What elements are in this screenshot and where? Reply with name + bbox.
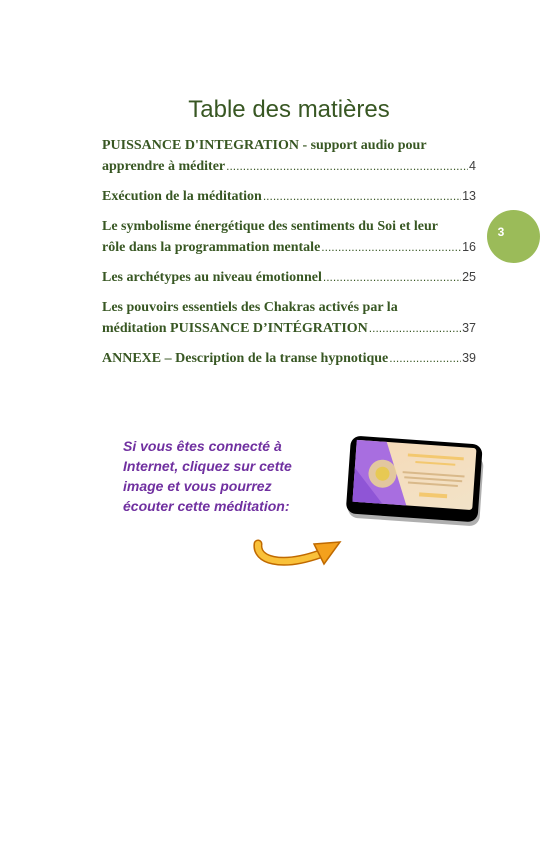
toc-entry[interactable] bbox=[102, 297, 476, 339]
toc-entry-title: ANNEXE – Description de la transe hypnotique bbox=[102, 351, 389, 366]
toc-entry-title-line1: Le symbolisme énergétique des sentiments du Soi et leur bbox=[102, 219, 438, 234]
toc-entry-title: Exécution de la méditation bbox=[102, 189, 262, 204]
toc-entry-title-line2: rôle dans la programmation mentale bbox=[102, 240, 321, 255]
toc-entry-page: 25 bbox=[462, 270, 476, 284]
toc-title: Table des matières bbox=[188, 96, 390, 123]
toc-entry-page: 16 bbox=[462, 240, 476, 254]
toc-leader-dots bbox=[323, 267, 461, 288]
toc-entry-page: 39 bbox=[462, 351, 476, 365]
toc-entry[interactable] bbox=[102, 135, 476, 177]
toc-entry[interactable] bbox=[102, 348, 476, 369]
meditation-audio-thumbnail[interactable] bbox=[344, 432, 486, 532]
toc-entry[interactable] bbox=[102, 267, 476, 288]
toc-entry-title: Les archétypes au niveau émotionnel bbox=[102, 270, 322, 285]
toc-entry-page: 13 bbox=[462, 189, 476, 203]
promo-text-line: écouter cette méditation: bbox=[123, 498, 290, 514]
toc-entry-title-line1: Les pouvoirs essentiels des Chakras activés par la bbox=[102, 300, 398, 315]
toc-entry-page: 37 bbox=[462, 321, 476, 335]
toc-leader-dots bbox=[321, 237, 461, 258]
toc-entry[interactable] bbox=[102, 186, 476, 207]
toc-entry[interactable] bbox=[102, 216, 476, 258]
toc-entry-title-line2: méditation PUISSANCE D’INTÉGRATION bbox=[102, 321, 368, 336]
promo-text-line: Internet, cliquez sur cette bbox=[123, 458, 292, 474]
toc-entry-title-line1: PUISSANCE D'INTEGRATION - support audio pour bbox=[102, 138, 427, 153]
table-of-contents bbox=[102, 135, 476, 378]
promo-text-line: image et vous pourrez bbox=[123, 478, 272, 494]
page-number: 3 bbox=[497, 224, 505, 239]
toc-leader-dots bbox=[389, 348, 461, 369]
promo-text bbox=[123, 436, 323, 516]
promo-text-line: Si vous êtes connecté à bbox=[123, 438, 282, 454]
toc-leader-dots bbox=[263, 186, 461, 207]
toc-leader-dots bbox=[369, 318, 461, 339]
toc-entry-page: 4 bbox=[469, 159, 476, 173]
toc-entry-title-line2: apprendre à méditer bbox=[102, 159, 226, 174]
curved-arrow-icon bbox=[250, 534, 345, 578]
toc-leader-dots bbox=[226, 156, 468, 177]
page-number-badge bbox=[487, 210, 540, 263]
